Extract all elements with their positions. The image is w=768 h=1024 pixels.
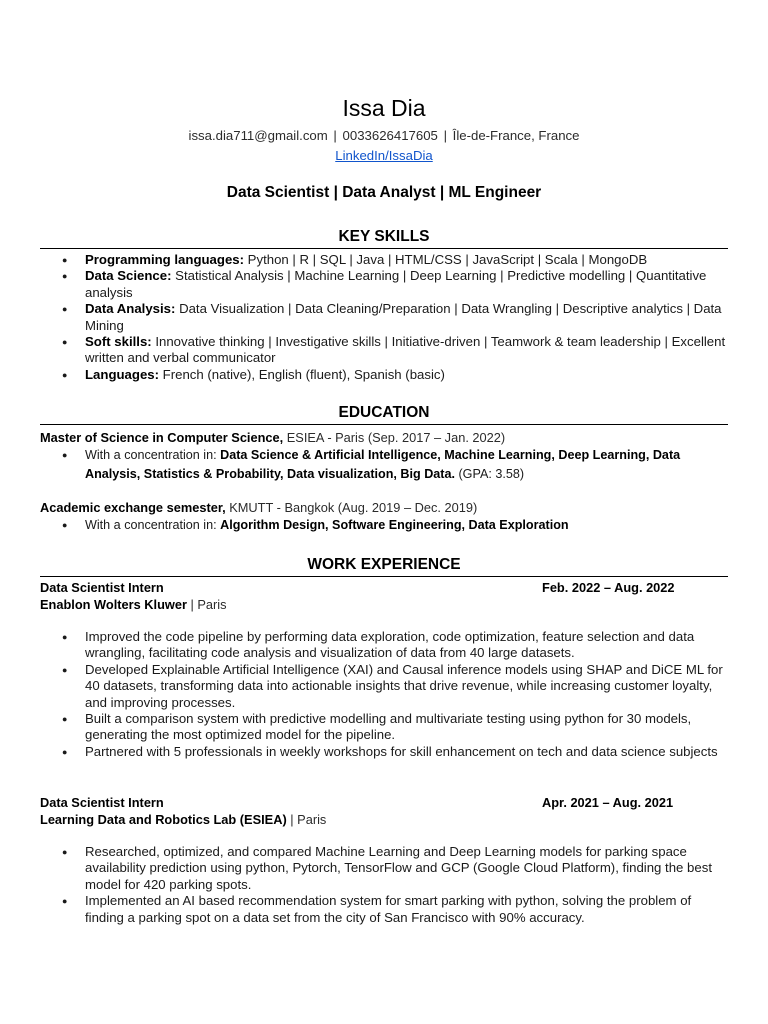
education-heading: EDUCATION — [40, 403, 728, 425]
achievement-item: ● Built a comparison system with predictive modelling and multivariate testing using python for 30 models, generating the most optimized model for the pipeline. — [62, 711, 692, 743]
job-role: Data Scientist Intern — [40, 795, 164, 810]
achievement-text: Built a comparison system with predictive modelling and multivariate testing using python for 30 models, generating the most optimized model for the pipeline. — [85, 711, 692, 743]
gpa-text: (GPA: 3.58) — [454, 467, 525, 481]
concentration-prefix: With a concentration in: — [85, 448, 221, 462]
company-name: Learning Data and Robotics Lab (ESIEA) — [40, 812, 287, 827]
contact-separator: | — [443, 128, 447, 143]
achievement-text: Implemented an AI based recommendation system for smart parking with python, solving the problem of finding a parking spot on a data set from the city of San Francisco with 90% accuracy. — [85, 893, 692, 925]
education-concentration-list — [0, 516, 768, 535]
achievement-text: Developed Explainable Artificial Intelligence (XAI) and Causal inference models using SHAP and DiCE ML for 40 datasets, transforming data into actionable insights that drive revenue, while increasing customer loyalty, and improving processes. — [85, 661, 723, 710]
achievement-text: Improved the code pipeline by performing data exploration, code optimization, feature selection and data wrangling, facilitating code analysis and visualization of data from 40 large datasets. — [85, 629, 695, 661]
job-achievements-list — [0, 629, 768, 760]
contact-separator: | — [333, 128, 337, 143]
experience-heading: WORK EXPERIENCE — [40, 555, 728, 577]
achievement-item: ● Developed Explainable Artificial Intelligence (XAI) and Causal inference models using SHAP and DiCE ML for 40 datasets, transforming data into actionable insights that drive revenue, while increasing customer loyalty, and improving processes. — [62, 661, 723, 710]
concentration-item: ● With a concentration in: Data Science & Artificial Intelligence, Machine Learning, Deep Learning, Data Analysis, Statistics & Probability, Data visualization, Big Data. (GPA: 3.58) — [62, 448, 681, 481]
skills-heading: KEY SKILLS — [40, 227, 728, 249]
education-concentration-list — [0, 446, 768, 484]
phone-text: 0033626417605 — [342, 128, 438, 143]
achievement-item: ● Researched, optimized, and compared Machine Learning and Deep Learning models for parking space availability prediction using python, Pytorch, TensorFlow and GCP (Google Cloud Platform), finding the best model for 420 parking spots. — [62, 844, 712, 892]
skill-item: ● Languages: French (native), English (fluent), Spanish (basic) — [62, 366, 445, 382]
achievement-text: Researched, optimized, and compared Machine Learning and Deep Learning models for parking space availability prediction using python, Pytorch, TensorFlow and GCP (Google Cloud Platform), finding the best model for 420 parking spots. — [85, 844, 712, 892]
skill-text: French (native), English (fluent), Spanish (basic) — [159, 366, 445, 382]
job-location: | Paris — [286, 812, 327, 827]
location-text: Île-de-France, France — [452, 128, 580, 143]
achievement-item: ● Partnered with 5 professionals in weekly workshops for skill enhancement on tech and data science subjects — [62, 743, 718, 759]
skill-item: ● Soft skills: Innovative thinking | Investigative skills | Initiative-driven | Teamwork & team leadership | Excellent written and verbal communicator — [62, 334, 726, 366]
candidate-name: Issa Dia — [342, 95, 426, 121]
job-location: | Paris — [186, 597, 227, 612]
job-employer — [40, 597, 227, 613]
education-entry — [40, 429, 728, 446]
contact-line — [0, 127, 768, 144]
skill-label: Languages: — [85, 366, 160, 382]
skill-label: Soft skills: — [85, 334, 152, 350]
concentration-item: ● With a concentration in: Algorithm Design, Software Engineering, Data Exploration — [62, 518, 569, 532]
school-detail: KMUTT - Bangkok (Aug. 2019 – Dec. 2019) — [225, 500, 478, 515]
job-dates: Feb. 2022 – Aug. 2022 — [542, 580, 675, 595]
skill-label: Data Science: — [85, 268, 172, 284]
linkedin-link[interactable]: LinkedIn/IssaDia — [335, 148, 433, 163]
job-dates: Apr. 2021 – Aug. 2021 — [542, 795, 674, 810]
job-role: Data Scientist Intern — [40, 580, 164, 595]
concentration-topics: Data Science & Artificial Intelligence, Machine Learning, Deep Learning, Data Analysis, Statistics & Probability, Data visualization, Big Data. — [85, 448, 681, 481]
skill-text: Statistical Analysis | Machine Learning | Deep Learning | Predictive modelling | Quantitative analysis — [85, 268, 707, 300]
email-text: issa.dia711@gmail.com — [188, 128, 328, 143]
achievement-item: ● Implemented an AI based recommendation system for smart parking with python, solving the problem of finding a parking spot on a data set from the city of San Francisco with 90% accuracy. — [62, 893, 692, 925]
degree-title: Master of Science in Computer Science, — [40, 430, 284, 445]
concentration-prefix: With a concentration in: — [85, 518, 221, 532]
skill-item: ● Data Science: Statistical Analysis | Machine Learning | Deep Learning | Predictive modelling | Quantitative analysis — [62, 268, 707, 300]
job-employer — [40, 812, 326, 828]
skills-list — [0, 252, 768, 383]
professional-headline: Data Scientist | Data Analyst | ML Engineer — [226, 184, 542, 201]
skill-text: Data Visualization | Data Cleaning/Preparation | Data Wrangling | Descriptive analytics | Data Mining — [85, 301, 722, 333]
concentration-topics: Algorithm Design, Software Engineering, Data Exploration — [220, 518, 569, 532]
skill-label: Programming languages: — [85, 252, 245, 267]
linkedin-line — [0, 147, 768, 164]
school-detail: ESIEA - Paris (Sep. 2017 – Jan. 2022) — [283, 430, 506, 445]
achievement-text: Partnered with 5 professionals in weekly workshops for skill enhancement on tech and data science subjects — [85, 743, 718, 759]
skill-item: ● Programming languages: Python | R | SQL | Java | HTML/CSS | JavaScript | Scala | MongoDB — [62, 252, 648, 267]
skill-item: ● Data Analysis: Data Visualization | Data Cleaning/Preparation | Data Wrangling | Descriptive analytics | Data Mining — [62, 301, 722, 333]
company-name: Enablon Wolters Kluwer — [40, 597, 187, 612]
degree-title: Academic exchange semester, — [40, 500, 226, 515]
skill-label: Data Analysis: — [85, 301, 176, 317]
job-achievements-list — [0, 844, 768, 926]
skill-text: Python | R | SQL | Java | HTML/CSS | JavaScript | Scala | MongoDB — [244, 252, 648, 267]
skill-text: Innovative thinking | Investigative skills | Initiative-driven | Teamwork & team leadership | Excellent written and verbal communicator — [85, 334, 726, 366]
achievement-item: ● Improved the code pipeline by performing data exploration, code optimization, feature selection and data wrangling, facilitating code analysis and visualization of data from 40 large datasets. — [62, 629, 695, 661]
education-entry — [40, 499, 728, 516]
